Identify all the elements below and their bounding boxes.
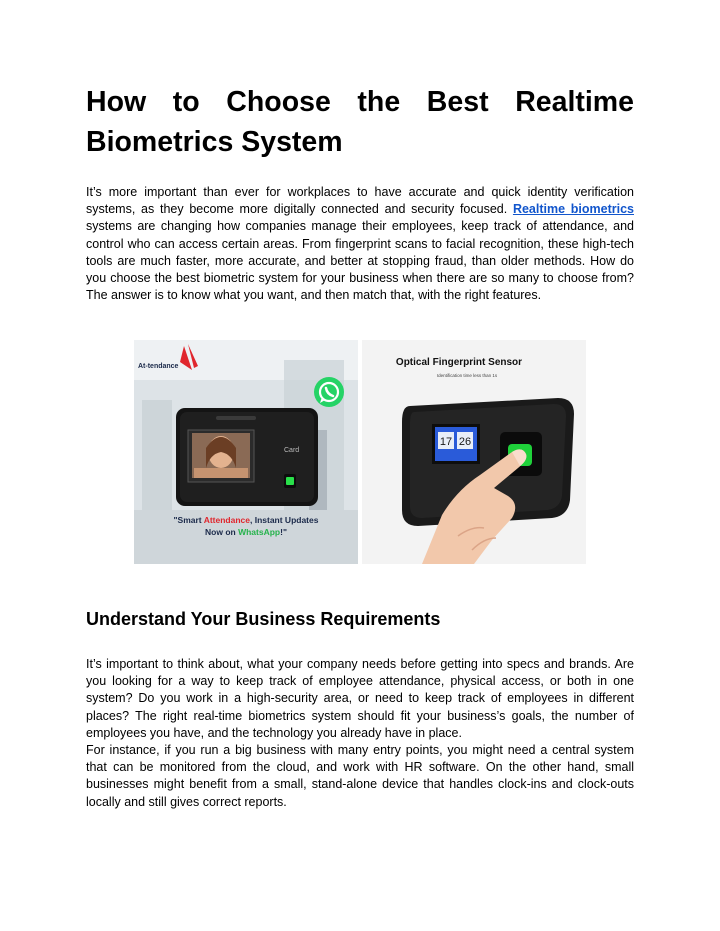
device-card-label: Card [284, 447, 300, 454]
intro-text-end: systems are changing how companies manage their employees, keep track of attendance, and control who can access certain areas. From fingerprint scans to facial recognition, these high-tech tools are much faster, more accurate, and better at stopping fraud, than older methods. How do you choose the best biometric system for your business when there are so many to choose from? The answer is to know what you want, and then match that, with the right features. [86, 219, 634, 303]
brand-name: At-tendance [138, 363, 179, 370]
sensor-subheading: Identification time less than 1s [436, 373, 498, 378]
attendance-device-image [134, 340, 358, 564]
section-heading: Understand Your Business Requirements [86, 609, 441, 629]
intro-paragraph [86, 184, 634, 304]
clock-minutes: 26 [458, 436, 472, 448]
section-paragraph-1: It’s important to think about, what your company needs before getting into specs and brands. Are you looking for a way to keep track of employee attendance, physical access, or both in one system? Do you work in a high-security area, or need to keep track of employees in different places? The right real-time biometrics system should fit your business’s goals, the number of employees you have, and the technology you already have in place. [86, 657, 634, 740]
attendance-device-illustration [134, 340, 358, 564]
sensor-heading: Optical Fingerprint Sensor [395, 357, 523, 368]
fingerprint-sensor-illustration [362, 340, 586, 564]
attendance-terminal [176, 408, 318, 506]
ad-caption-line-1: "Smart Attendance, Instant Updates [173, 515, 319, 525]
clock-hours: 17 [439, 436, 453, 448]
page-title-line-2: Biometrics System [86, 126, 343, 158]
section-paragraph-2: For instance, if you run a big business with many entry points, you might need a central system that can be monitored from the cloud, and work with HR software. On the other hand, small businesses might benefit from a small, stand-alone device that handles clock-ins and clock-outs locally and still gives correct reports. [86, 743, 634, 809]
whatsapp-icon [314, 377, 344, 407]
page-title-line-1: How to Choose the Best Realtime [86, 86, 634, 118]
realtime-biometrics-link[interactable]: Realtime biometrics [512, 202, 634, 217]
fingerprint-sensor-image [362, 340, 586, 564]
ad-caption-line-2: Now on WhatsApp!" [205, 527, 287, 537]
page-title [86, 82, 634, 162]
intro-text-start: It’s more important than ever for workplaces to have accurate and quick identity verification systems, as they become more digitally connected and security focused. [86, 185, 634, 217]
